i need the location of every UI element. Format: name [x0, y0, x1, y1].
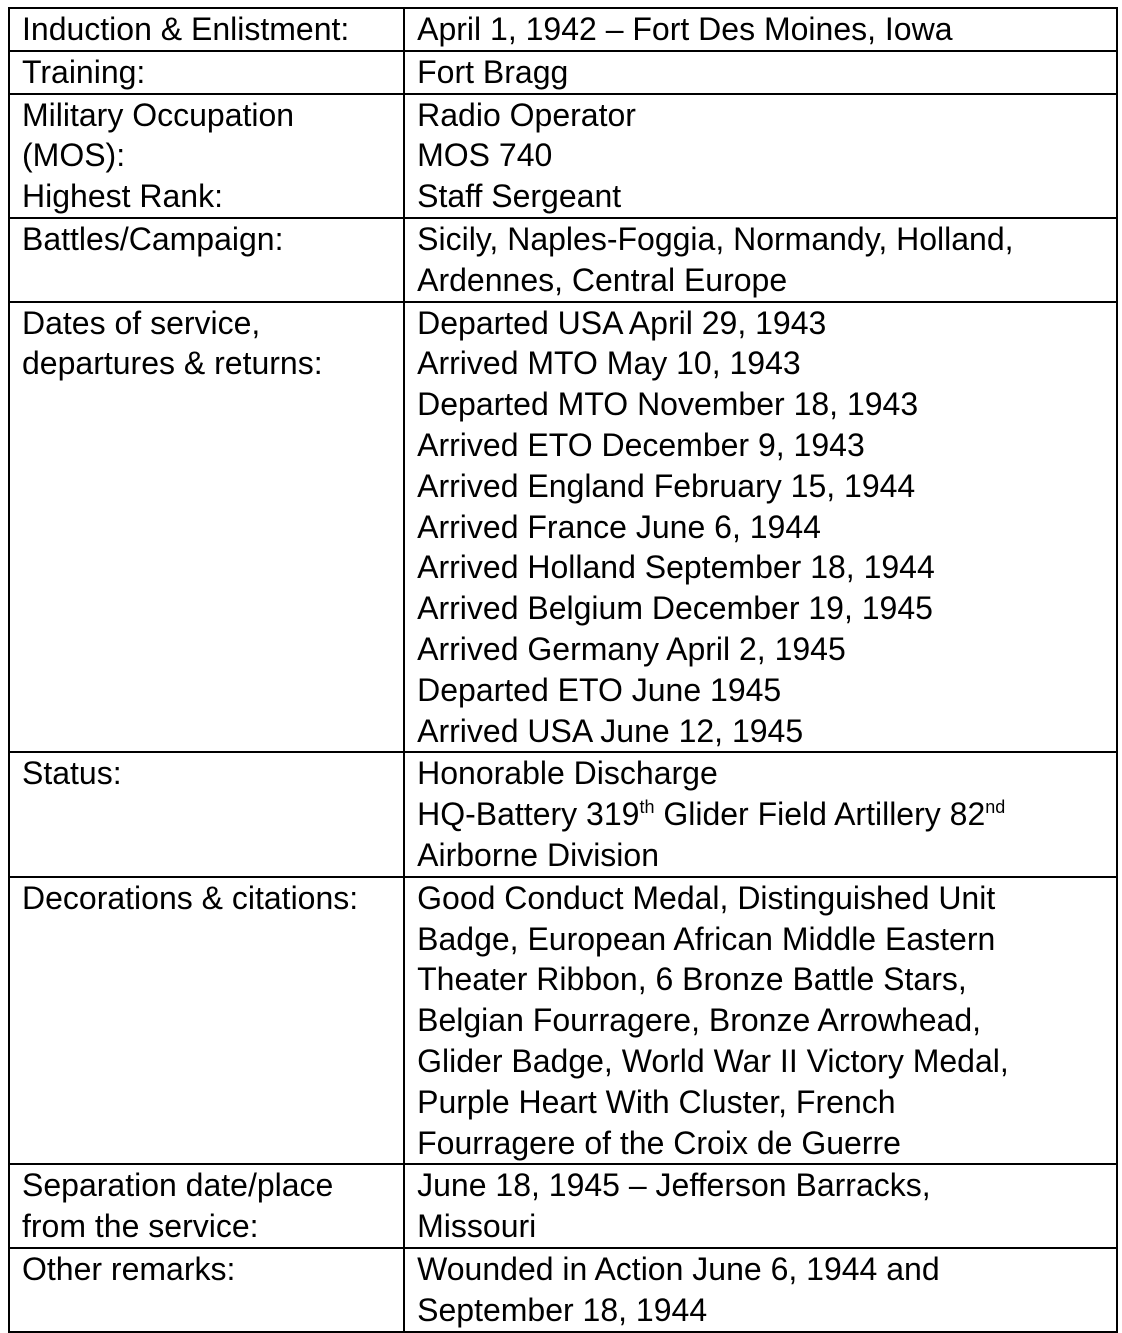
row-value: Arrived France June 6, 1944: [417, 508, 821, 545]
table-row: [9, 1248, 1117, 1332]
row-label: Military Occupation: [22, 96, 295, 133]
value-cell: [404, 1248, 1117, 1332]
ordinal-suffix: th: [639, 797, 655, 818]
value-cell: [404, 8, 1117, 51]
table-row: [9, 51, 1117, 94]
row-value: Staff Sergeant: [417, 178, 622, 215]
row-value: Theater Ribbon, 6 Bronze Battle Stars,: [417, 961, 967, 998]
label-cell: [9, 877, 404, 1165]
row-label: departures & returns:: [22, 345, 323, 382]
label-cell: [9, 1164, 404, 1248]
table-row: [9, 94, 1117, 218]
label-cell: [9, 1248, 404, 1332]
row-value: Arrived England February 15, 1944: [417, 467, 916, 504]
label-cell: [9, 94, 404, 218]
ordinal-suffix: nd: [985, 797, 1006, 818]
label-cell: [9, 51, 404, 94]
row-value: Radio Operator: [417, 96, 636, 133]
table-row: [9, 1164, 1117, 1248]
row-value: Arrived USA June 12, 1945: [417, 712, 804, 749]
row-value: Arrived MTO May 10, 1943: [417, 345, 801, 382]
row-label: Induction & Enlistment:: [22, 11, 350, 47]
unit-assignment: [417, 794, 1110, 835]
row-value: Arrived Germany April 2, 1945: [417, 630, 846, 667]
label-cell: [9, 752, 404, 876]
row-value: Airborne Division: [417, 836, 659, 873]
value-cell: [404, 752, 1117, 876]
row-value: Arrived ETO December 9, 1943: [417, 426, 865, 463]
row-label: Training:: [22, 53, 146, 90]
table-row: [9, 8, 1117, 51]
value-cell: [404, 1164, 1117, 1248]
row-label: Decorations & citations:: [22, 879, 359, 916]
value-cell: [404, 94, 1117, 218]
label-cell: [9, 218, 404, 302]
label-cell: [9, 8, 404, 51]
row-value: Departed MTO November 18, 1943: [417, 386, 919, 423]
value-cell: [404, 877, 1117, 1165]
row-value: Good Conduct Medal, Distinguished Unit: [417, 879, 996, 916]
row-value: Honorable Discharge: [417, 755, 718, 792]
row-label: Highest Rank:: [22, 178, 223, 215]
row-value: Arrived Holland September 18, 1944: [417, 549, 935, 586]
value-cell: [404, 51, 1117, 94]
row-label: Dates of service,: [22, 304, 261, 341]
row-value: Glider Badge, World War II Victory Medal,: [417, 1042, 1009, 1079]
row-value: Fourragere of the Croix de Guerre: [417, 1124, 901, 1161]
row-label: Battles/Campaign:: [22, 220, 284, 257]
row-value: Fort Bragg: [417, 53, 569, 90]
value-cell: [404, 302, 1117, 753]
row-value: Departed ETO June 1945: [417, 671, 782, 708]
row-label: from the service:: [22, 1208, 259, 1245]
row-value: June 18, 1945 – Jefferson Barracks,: [417, 1167, 931, 1204]
row-value: Belgian Fourragere, Bronze Arrowhead,: [417, 1002, 981, 1039]
service-record-table: [8, 7, 1118, 1333]
row-value: September 18, 1944: [417, 1291, 708, 1328]
row-value: Badge, European African Middle Eastern: [417, 920, 996, 957]
unit-text-mid: Glider Field Artillery 82: [654, 796, 986, 833]
row-label: Status:: [22, 755, 122, 792]
unit-text-pre: HQ-Battery 319: [417, 796, 640, 833]
row-value: Purple Heart With Cluster, French: [417, 1083, 896, 1120]
table-row: [9, 302, 1117, 753]
row-value: Sicily, Naples-Foggia, Normandy, Holland,: [417, 220, 1014, 257]
row-label: (MOS):: [22, 137, 126, 174]
value-cell: [404, 218, 1117, 302]
table-row: [9, 218, 1117, 302]
row-value: April 1, 1942 – Fort Des Moines, Iowa: [417, 11, 953, 47]
row-value: Ardennes, Central Europe: [417, 261, 788, 298]
row-value: MOS 740: [417, 137, 553, 174]
row-value: Departed USA April 29, 1943: [417, 304, 827, 341]
row-value: Arrived Belgium December 19, 1945: [417, 590, 933, 627]
row-value: Missouri: [417, 1208, 537, 1245]
table-row: [9, 877, 1117, 1165]
row-label: Separation date/place: [22, 1167, 334, 1204]
row-value: Wounded in Action June 6, 1944 and: [417, 1250, 940, 1287]
label-cell: [9, 302, 404, 753]
row-label: Other remarks:: [22, 1250, 236, 1287]
table-row: [9, 752, 1117, 876]
